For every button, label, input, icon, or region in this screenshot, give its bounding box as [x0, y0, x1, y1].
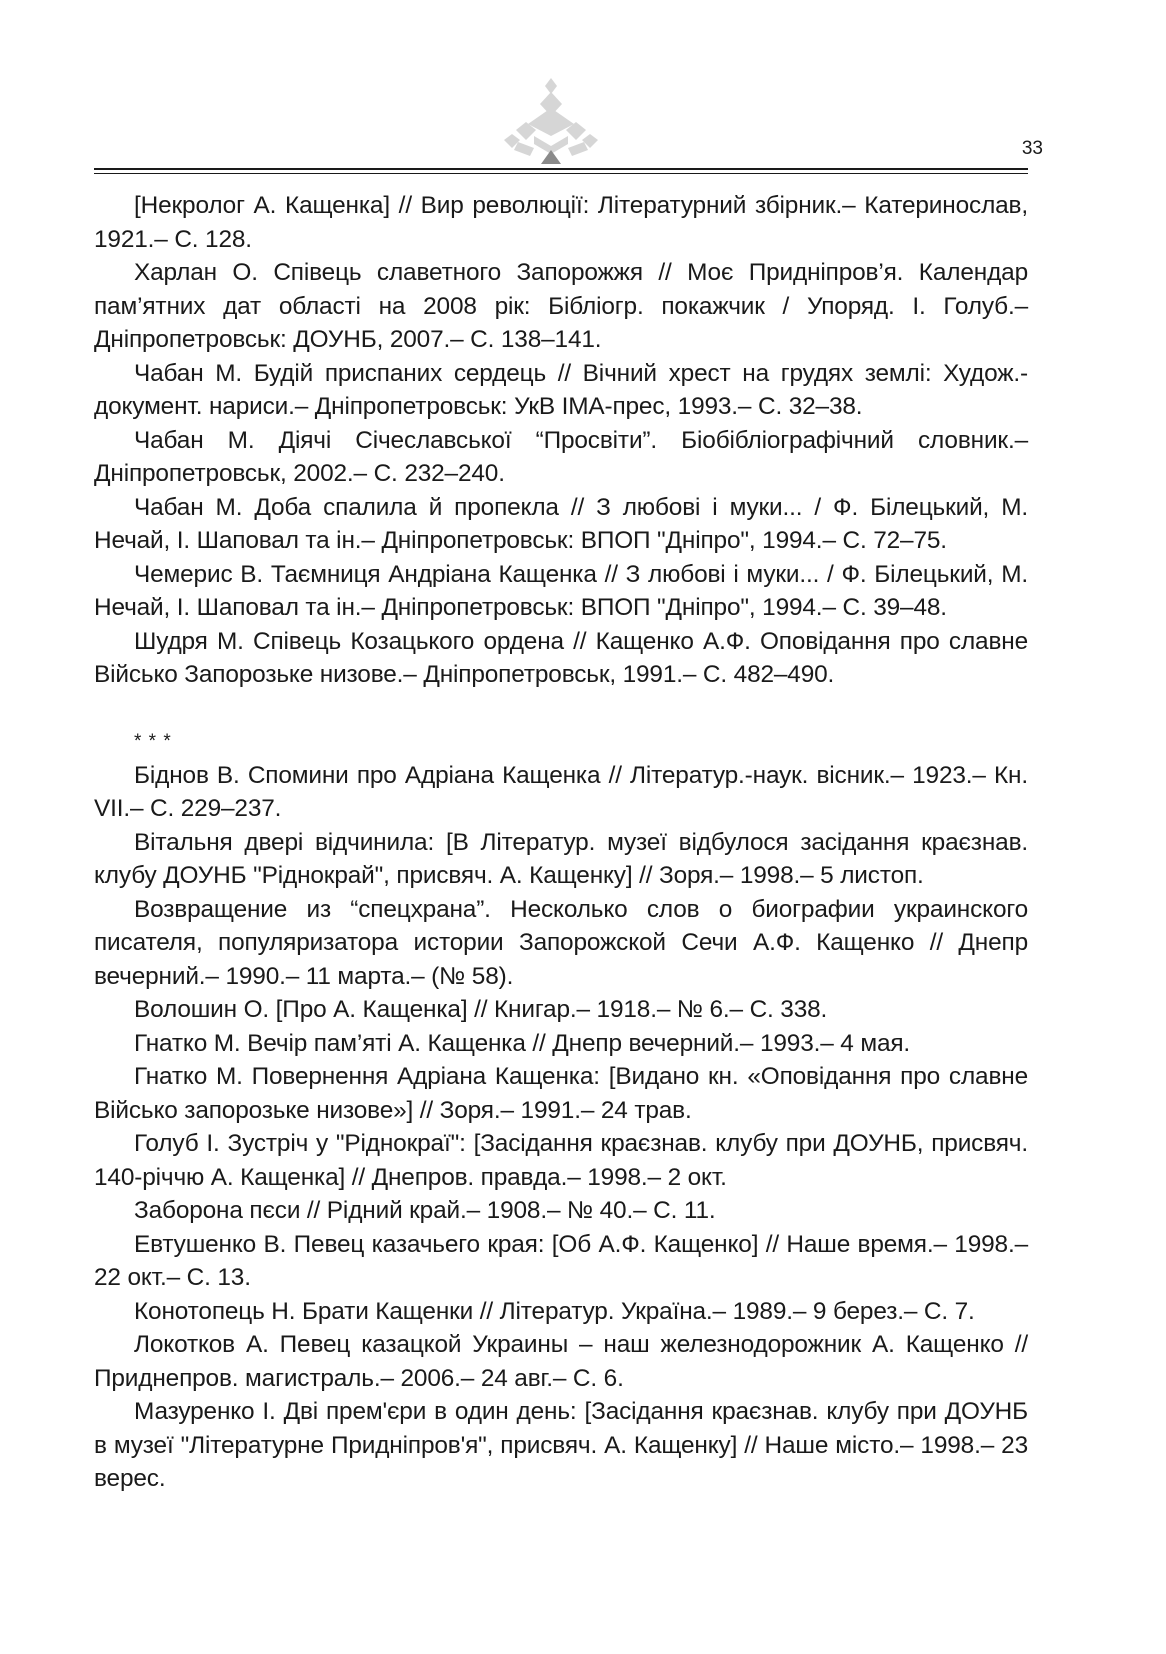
bibliography-entry: Волошин О. [Про А. Кащенка] // Книгар.– 1918.– № 6.– С. 338.: [134, 996, 828, 1023]
bibliography-entry: Чемерис В. Таємниця Андріана Кащенка // З любові і муки... / Ф. Білецький, М. Нечай, І. Шаповал та ін.– Дніпропетровськ: ВПОП "Дніпро", 1994.– С. 39–48.: [94, 560, 1028, 621]
bibliography-entry: Харлан О. Співець славетного Запорожжя // Моє Придніпров’я. Календар пам’ятних дат області на 2008 рік: Бібліогр. покажчик / Упоряд. І. Голуб.– Дніпропетровськ: ДОУНБ, 2007.– С. 138–141.: [94, 259, 1028, 353]
section-separator: * * *: [134, 731, 172, 752]
bibliography-entry: Чабан М. Доба спалила й пропекла // З любові і муки... / Ф. Білецький, М. Нечай, І. Шаповал та ін.– Дніпропетровськ: ВПОП "Дніпро", 1994.– С. 72–75.: [94, 493, 1028, 554]
bibliography-entry: Гнатко М. Повернення Адріана Кащенка: [Видано кн. «Оповідання про славне Військо запорозьке низове»] // Зоря.– 1991.– 24 трав.: [94, 1063, 1028, 1124]
page-number: 33: [1021, 138, 1043, 159]
bibliography-entry: Локотков А. Певец казацкой Украины – наш железнодорожник А. Кащенко // Приднепров. магистраль.– 2006.– 24 авг.– С. 6.: [94, 1331, 1028, 1392]
bibliography-entry: Вітальня двері відчинила: [В Літератур. музеї відбулося засідання краєзнав. клубу ДОУНБ "Ріднокрай", присвяч. А. Кащенку] // Зоря.– 1998.– 5 листоп.: [94, 828, 1028, 889]
bibliography-entry: Гнатко М. Вечір пам’яті А. Кащенка // Днепр вечерний.– 1993.– 4 мая.: [134, 1029, 911, 1057]
bibliography-entry: Шудря М. Співець Козацького ордена // Кащенко А.Ф. Оповідання про славне Військо Запорозьке низове.– Дніпропетровськ, 1991.– С. 482–490.: [94, 627, 1028, 688]
bibliography-entry: Евтушенко В. Певец казачьего края: [Об А.Ф. Кащенко] // Наше время.– 1998.– 22 окт.– С. 13.: [94, 1230, 1028, 1291]
bibliography-entry: Біднов В. Спомини про Адріана Кащенка // Літератур.-наук. вісник.– 1923.– Кн. VII.– С. 229–237.: [94, 761, 1028, 822]
bibliography-entry: Чабан М. Будій приспаних сердець // Вічний хрест на грудях землі: Худож.-документ. нариси.– Дніпропетровськ: УкВ ІМА-прес, 1993.– С. 32–38.: [94, 359, 1028, 420]
bibliography-content: [94, 189, 1028, 1496]
bibliography-entry: Голуб І. Зустріч у "Ріднокраї": [Засідання краєзнав. клубу при ДОУНБ, присвяч. 140-річчю А. Кащенка] // Днепров. правда.– 1998.– 2 окт.: [94, 1130, 1028, 1191]
bibliography-entry: Конотопець Н. Брати Кащенки // Літератур. Україна.– 1989.– 9 берез.– С. 7.: [134, 1297, 975, 1325]
header-rule-thick: [94, 168, 1028, 170]
folk-ornament-icon: [504, 78, 598, 164]
bibliography-entry: Заборона пєси // Рідний край.– 1908.– № 40.– С. 11.: [134, 1197, 716, 1224]
bibliography-entry: Мазуренко І. Дві прем'єри в один день: [Засідання краєзнав. клубу при ДОУНБ в музеї "Літературне Придніпров'я", присвяч. А. Кащенку] // Наше місто.– 1998.– 23 верес.: [94, 1398, 1028, 1492]
bibliography-entry: Чабан М. Діячі Січеславської “Просвіти”. Біобібліографічний словник.– Дніпропетровськ, 2002.– С. 232–240.: [94, 426, 1028, 487]
bibliography-entry: Возвращение из “спецхрана”. Несколько слов о биографии украинского писателя, популяризатора истории Запорожской Сечи А.Ф. Кащенко // Днепр вечерний.– 1990.– 11 марта.– (№ 58).: [94, 895, 1028, 990]
bibliography-entry: [Некролог А. Кащенка] // Вир революції: Літературний збірник.– Катеринослав, 1921.– С. 128.: [94, 192, 1028, 253]
header-rule-thin: [94, 173, 1028, 174]
